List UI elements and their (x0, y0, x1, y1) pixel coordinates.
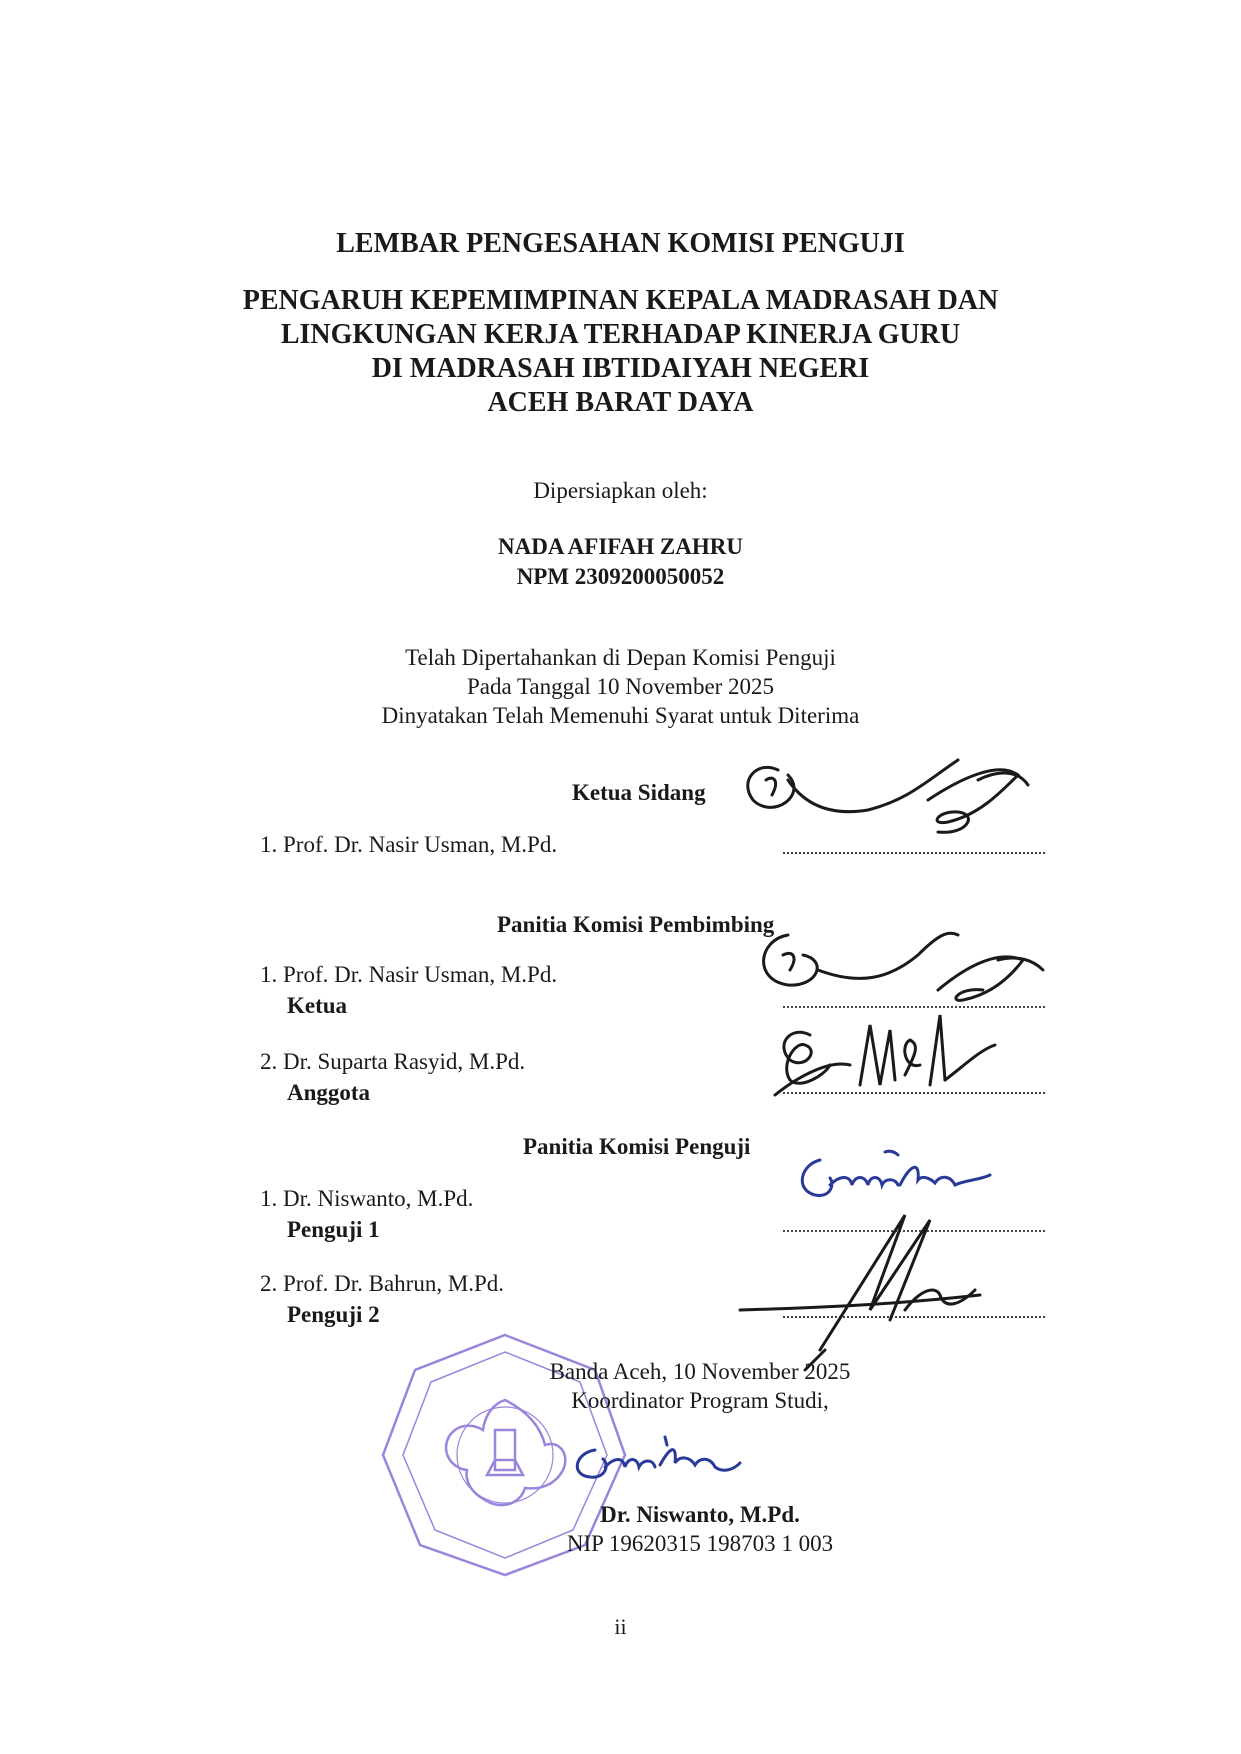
closing-position: Koordinator Program Studi, (571, 1388, 829, 1413)
author-block (0, 532, 1241, 592)
page-number: ii (614, 1614, 627, 1639)
coordinator-block (500, 1500, 900, 1558)
signature-penguji-2-icon (730, 1200, 1030, 1380)
member-name: 1. Prof. Dr. Nasir Usman, M.Pd. (260, 832, 558, 857)
thesis-title-line: ACEH BARAT DAYA (487, 387, 754, 418)
pembimbing-member (260, 959, 557, 1021)
defense-line: Telah Dipertahankan di Depan Komisi Penguji (405, 645, 836, 670)
member-role: Penguji 2 (287, 1302, 380, 1327)
pembimbing-member (260, 1046, 525, 1108)
signature-ketua-sidang-icon (728, 740, 1038, 840)
member-name: 1. Prof. Dr. Nasir Usman, M.Pd. (260, 962, 558, 987)
defense-statement (0, 643, 1241, 730)
signature-pembimbing-ketua-icon (748, 915, 1048, 1015)
signature-coordinator-icon (565, 1435, 745, 1490)
penguji-heading: Panitia Komisi Penguji (523, 1134, 751, 1159)
prepared-by-label: Dipersiapkan oleh: (533, 478, 708, 503)
thesis-title-line: PENGARUH KEPEMIMPINAN KEPALA MADRASAH DAN (242, 285, 999, 316)
closing-block (500, 1357, 900, 1415)
signature-pembimbing-anggota-icon (770, 1005, 1000, 1105)
coordinator-name: Dr. Niswanto, M.Pd. (600, 1502, 800, 1527)
member-name: 1. Dr. Niswanto, M.Pd. (260, 1186, 474, 1211)
closing-place-date: Banda Aceh, 10 November 2025 (549, 1359, 851, 1384)
penguji-member (260, 1183, 473, 1245)
page-title: LEMBAR PENGESAHAN KOMISI PENGUJI (336, 228, 905, 259)
member-role: Ketua (287, 993, 348, 1018)
coordinator-nip: NIP 19620315 198703 1 003 (566, 1531, 834, 1556)
member-name: 2. Dr. Suparta Rasyid, M.Pd. (260, 1049, 526, 1074)
signature-line (783, 852, 1045, 854)
thesis-title-line: DI MADRASAH IBTIDAIYAH NEGERI (371, 353, 870, 384)
ketua-sidang-heading: Ketua Sidang (572, 780, 706, 805)
defense-line: Pada Tanggal 10 November 2025 (466, 674, 775, 699)
author-name: NADA AFIFAH ZAHRU (498, 534, 743, 559)
ketua-sidang-member (260, 829, 557, 860)
penguji-member (260, 1268, 504, 1330)
member-role: Anggota (287, 1080, 371, 1105)
thesis-title (0, 284, 1241, 420)
defense-line: Dinyatakan Telah Memenuhi Syarat untuk Diterima (381, 703, 860, 728)
member-role: Penguji 1 (287, 1217, 380, 1242)
author-npm: NPM 2309200050052 (516, 564, 725, 589)
pembimbing-heading: Panitia Komisi Pembimbing (497, 912, 775, 937)
thesis-title-line: LINGKUNGAN KERJA TERHADAP KINERJA GURU (280, 319, 961, 350)
member-name: 2. Prof. Dr. Bahrun, M.Pd. (260, 1271, 505, 1296)
